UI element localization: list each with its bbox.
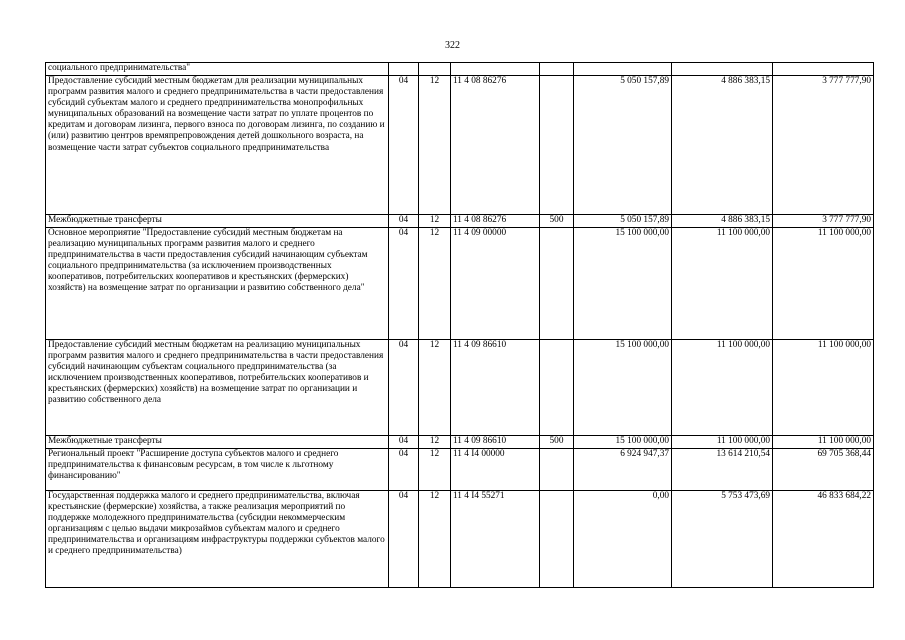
expense-type-cell — [540, 340, 574, 436]
amount-3-cell — [773, 63, 874, 76]
amount-3-cell: 3 777 777,90 — [773, 215, 874, 228]
target-code-cell: 11 4 08 86276 — [451, 76, 540, 215]
section-cell: 04 — [389, 215, 419, 228]
expense-type-cell: 500 — [540, 215, 574, 228]
section-cell: 04 — [389, 449, 419, 491]
expense-type-cell — [540, 491, 574, 588]
amount-2-cell — [672, 63, 773, 76]
section-cell: 04 — [389, 228, 419, 340]
amount-2-cell: 13 614 210,54 — [672, 449, 773, 491]
expense-type-cell — [540, 228, 574, 340]
amount-3-cell: 11 100 000,00 — [773, 436, 874, 449]
amount-1-cell: 5 050 157,89 — [574, 76, 672, 215]
target-code-cell — [451, 63, 540, 76]
row-name: Основное мероприятие "Предоставление субсидий местным бюджетам на реализацию муниципальных программ развития малого и среднего предпринимательства в части предоставления субсидий начинающим субъектам социального предпринимательства (за исключением производственных кооперативов, потребительских кооперативов и крестьянских (фермерских) хозяйств) на возмещение затрат по организации и развитию собственного дела" — [46, 228, 389, 340]
amount-1-cell: 5 050 157,89 — [574, 215, 672, 228]
row-name: Межбюджетные трансферты — [46, 215, 389, 228]
target-code-cell: 11 4 I4 00000 — [451, 449, 540, 491]
row-name: Предоставление субсидий местным бюджетам на реализацию муниципальных программ развития малого и среднего предпринимательства в части предоставления субсидий начинающим субъектам социального предпринимательства (за исключением производственных кооперативов, потребительских кооперативов и крестьянских (фермерских) хозяйств) на возмещение затрат по организации и развитию собственного дела — [46, 340, 389, 436]
expense-type-cell — [540, 449, 574, 491]
amount-1-cell: 6 924 947,37 — [574, 449, 672, 491]
subsection-cell: 12 — [419, 491, 451, 588]
subsection-cell: 12 — [419, 436, 451, 449]
table-row — [46, 215, 874, 228]
subsection-cell: 12 — [419, 340, 451, 436]
table-row — [46, 436, 874, 449]
section-cell: 04 — [389, 436, 419, 449]
subsection-cell: 12 — [419, 449, 451, 491]
amount-1-cell: 15 100 000,00 — [574, 340, 672, 436]
table-row — [46, 63, 874, 76]
row-name: Государственная поддержка малого и среднего предпринимательства, включая крестьянские (фермерские) хозяйства, а также реализация мероприятий по поддержке молодежного предпринимательства (субсидии некоммерческим организациям с целью выдачи микрозаймов субъектам малого и среднего предпринимательства и организациям инфраструктуры поддержки субъектов малого и среднего предпринимательства) — [46, 491, 389, 588]
section-cell: 04 — [389, 76, 419, 215]
table-row — [46, 449, 874, 491]
row-name: Региональный проект "Расширение доступа субъектов малого и среднего предпринимательства к финансовым ресурсам, в том числе к льготному финансированию" — [46, 449, 389, 491]
amount-3-cell: 11 100 000,00 — [773, 340, 874, 436]
table-row — [46, 228, 874, 340]
amount-2-cell: 4 886 383,15 — [672, 76, 773, 215]
budget-table — [45, 62, 874, 588]
amount-3-cell: 69 705 368,44 — [773, 449, 874, 491]
expense-type-cell — [540, 63, 574, 76]
subsection-cell — [419, 63, 451, 76]
amount-2-cell: 11 100 000,00 — [672, 436, 773, 449]
expense-type-cell — [540, 76, 574, 215]
amount-2-cell: 11 100 000,00 — [672, 340, 773, 436]
subsection-cell: 12 — [419, 215, 451, 228]
expense-type-cell: 500 — [540, 436, 574, 449]
amount-3-cell: 3 777 777,90 — [773, 76, 874, 215]
row-name: Межбюджетные трансферты — [46, 436, 389, 449]
amount-3-cell: 46 833 684,22 — [773, 491, 874, 588]
subsection-cell: 12 — [419, 76, 451, 215]
amount-2-cell: 4 886 383,15 — [672, 215, 773, 228]
target-code-cell: 11 4 I4 55271 — [451, 491, 540, 588]
amount-3-cell: 11 100 000,00 — [773, 228, 874, 340]
table-row — [46, 491, 874, 588]
target-code-cell: 11 4 09 86610 — [451, 340, 540, 436]
subsection-cell: 12 — [419, 228, 451, 340]
amount-1-cell: 15 100 000,00 — [574, 436, 672, 449]
section-cell — [389, 63, 419, 76]
row-name: социального предпринимательства" — [46, 63, 389, 76]
page-number: 322 — [445, 40, 460, 51]
amount-1-cell — [574, 63, 672, 76]
table-row — [46, 76, 874, 215]
target-code-cell: 11 4 09 00000 — [451, 228, 540, 340]
target-code-cell: 11 4 09 86610 — [451, 436, 540, 449]
target-code-cell: 11 4 08 86276 — [451, 215, 540, 228]
row-name: Предоставление субсидий местным бюджетам для реализации муниципальных программ развития малого и среднего предпринимательства в части предоставления субсидий субъектам малого и среднего предпринимательства монопрофильных муниципальных образований на возмещение части затрат по уплате процентов по кредитам и договорам лизинга, первого взноса по договорам лизинга, по созданию и (или) развитию центров времяпрепровождения детей дошкольного возраста, на возмещение части затрат субъектов социального предпринимательства — [46, 76, 389, 215]
amount-2-cell: 5 753 473,69 — [672, 491, 773, 588]
section-cell: 04 — [389, 491, 419, 588]
amount-1-cell: 15 100 000,00 — [574, 228, 672, 340]
amount-1-cell: 0,00 — [574, 491, 672, 588]
section-cell: 04 — [389, 340, 419, 436]
table-row — [46, 340, 874, 436]
amount-2-cell: 11 100 000,00 — [672, 228, 773, 340]
